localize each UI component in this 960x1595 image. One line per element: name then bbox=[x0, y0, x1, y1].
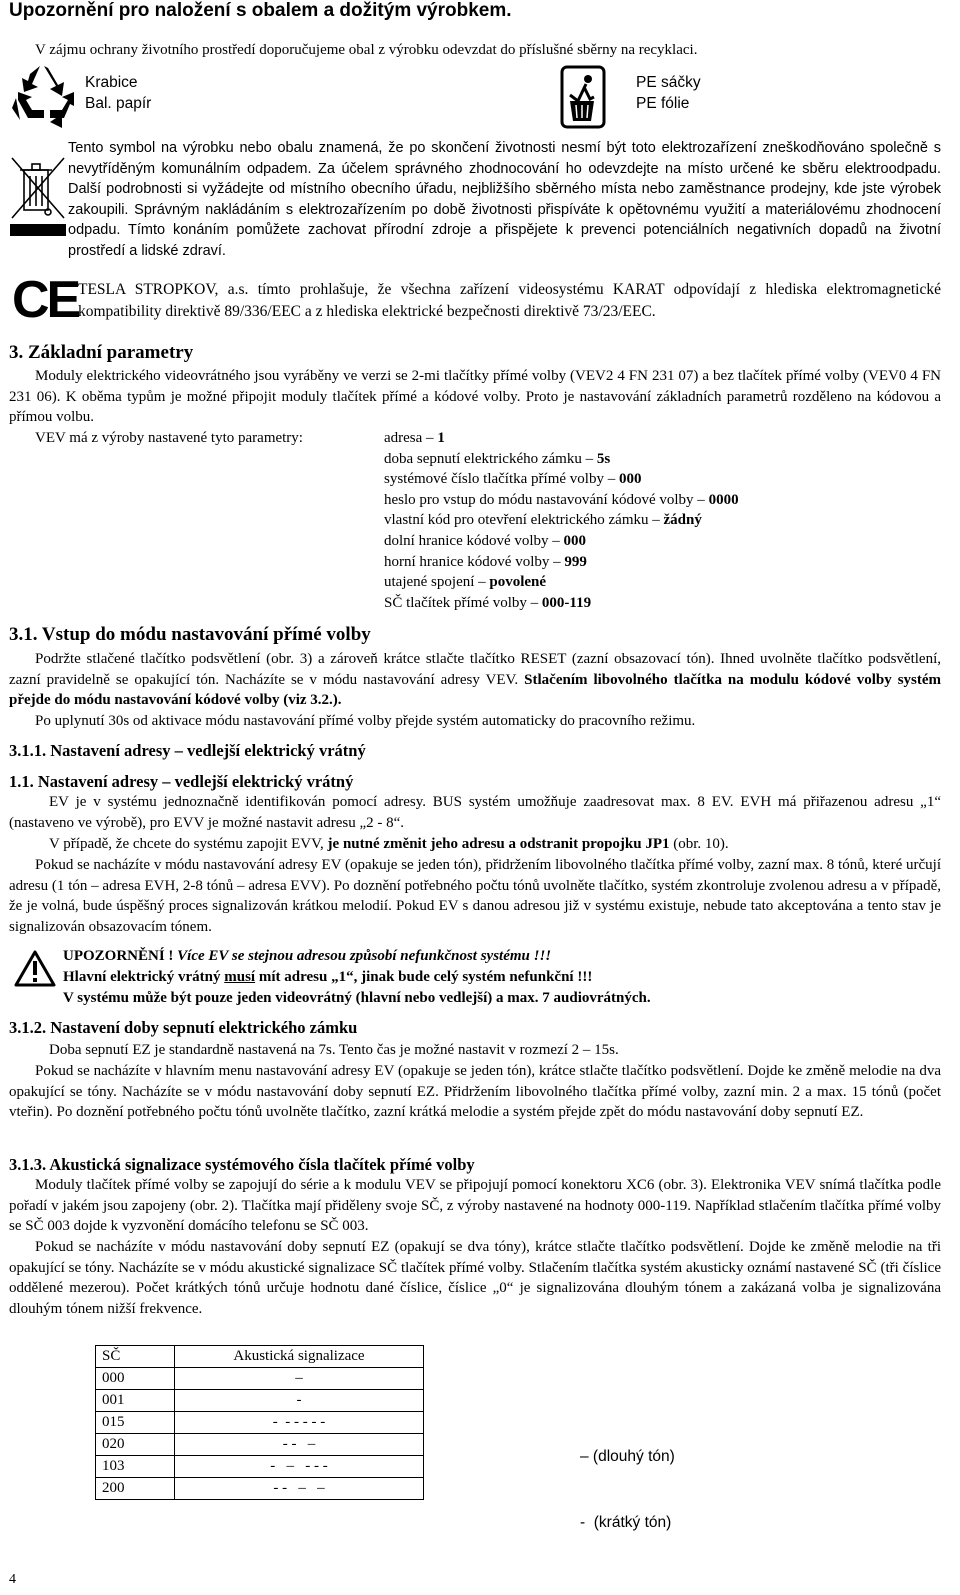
s313-p2: Pokud se nacházíte v módu nastavování doby sepnutí EZ (opakují se dva tóny), krátce stlačte tlačítko podsvětlení. Dojde ke změně melodie na tři opakující se tóny. Nacházíte se v módu akustické signalizace SČ tlačítek přímé volby. Stlačením tlačítka systém akusticky oznámí nastavené SČ (tři číslice oddělené mezerou). Počet krátkých tónů určuje hodnotu dané číslice, číslice „0“ je signalizována dlouhým tónem a zakázaná volba je signalizována dlouhým tónem nižší frekvence. bbox=[9, 1239, 941, 1318]
table-row: 200 - - – – bbox=[96, 1478, 424, 1500]
param-item: utajené spojení – povolené bbox=[384, 574, 547, 591]
recycle-right-labels bbox=[636, 72, 701, 114]
s311-heading: 3.1.1. Nastavení adresy – vedlejší elektrický vrátný bbox=[9, 741, 366, 760]
s313-p1: Moduly tlačítek přímé volby se zapojují do série a k modulu VEV se připojují pomocí konektoru XC6 (obr. 3). Elektronika VEV snímá tlačítka podle pořadí v jakém jsou zapojeny (obr. 2). Tlačítka mají přiděleny svoje SČ, z výroby nastavené na hodnoty 000-119. Například stlačením tlačítka přímé volby se SČ 003 dojde k vyzvonění domácího telefonu se SČ 003. bbox=[9, 1177, 941, 1235]
table-row: 015 - - - - - - bbox=[96, 1412, 424, 1434]
s11-heading: 1.1. Nastavení adresy – vedlejší elektrický vrátný bbox=[9, 772, 354, 791]
signal-table bbox=[95, 1345, 424, 1500]
table-row: 103 - – - - - bbox=[96, 1456, 424, 1478]
param-item: horní hranice kódové volby – 999 bbox=[384, 553, 587, 570]
s313-heading: 3.1.3. Akustická signalizace systémového čísla tlačítek přímé volby bbox=[9, 1155, 475, 1174]
table-row: 000 – bbox=[96, 1368, 424, 1390]
recycle-icon bbox=[10, 62, 78, 130]
weee-p3: Další podrobnosti si vyžádejte od místního obecního úřadu, nejbližšího sběrného místa nebo zaměstnance prodejny, kde jste výrobek zakoupili. bbox=[68, 181, 941, 218]
param-item: systémové číslo tlačítka přímé volby – 000 bbox=[384, 471, 642, 488]
table-row: 020 - - – bbox=[96, 1434, 424, 1456]
table-row: 001 - bbox=[96, 1390, 424, 1412]
param-item: vlastní kód pro otevření elektrického zámku – žádný bbox=[384, 512, 702, 529]
legend-long: – (dlouhý tón) bbox=[580, 1448, 675, 1465]
recycle-intro: V zájmu ochrany životního prostředí doporučujeme obal z výrobku odevzdat do příslušné sběrny na recyklaci. bbox=[35, 42, 698, 58]
weee-p4: Správným nakládáním s elektrozařízením po době životnosti přispíváte k opětovnému využití a materiálovému zhodnocení odpadu. bbox=[68, 201, 942, 238]
recycle-left-labels bbox=[85, 72, 151, 114]
s312-p1: Doba sepnutí EZ je standardně nastavená na 7s. Tento čas je možné nastavit v rozmezí 2 – 15s. bbox=[49, 1042, 619, 1058]
weee-notice bbox=[68, 138, 941, 261]
s312-heading: 3.1.2. Nastavení doby sepnutí elektrického zámku bbox=[9, 1018, 358, 1037]
s312-p2: Pokud se nacházíte v hlavním menu nastavování adresy EV (opakuje se jeden tón), krátce stlačte tlačítko podsvětlení. Dojde ke změně melodie na dva opakující se tóny. Nacházíte se v módu nastavování doby sepnutí EZ. Přidržením libovolného tlačítka přímé volby, zazní min. 2 a max. 15 tónů (počet vteřin). Po doznění potřebného počtu tónů uvolněte tlačítko, zazní krátká melodie a systém přejde zpět do módu nastavování doby sepnutí EZ. bbox=[9, 1063, 941, 1121]
ce-mark: CE bbox=[12, 271, 79, 329]
table-header-sc: SČ bbox=[96, 1346, 175, 1368]
params-label: VEV má z výroby nastavené tyto parametry: bbox=[35, 430, 303, 446]
weee-p1: Tento symbol na výrobku nebo obalu znamená, že po skončení životnosti nesmí být toto elektrozařízení zneškodňováno společně s nevytříděným komunálním odpadem. bbox=[68, 140, 941, 177]
param-item: dolní hranice kódové volby – 000 bbox=[384, 532, 587, 549]
table-header-signal: Akustická signalizace bbox=[175, 1346, 424, 1368]
section3-intro: Moduly elektrického videovrátného jsou vyráběny ve verzi se 2-mi tlačítky přímé volby (VEV2 4 FN 231 07) a bez tlačítek přímé volby (VEV0 4 FN 231 06). K oběma typům je možné připojit moduly tlačítek přímé a kódové volby. Proto je nastavování základních parametrů rozděleno na kódovou a přímou volbu. bbox=[9, 368, 941, 426]
table-header-row bbox=[96, 1346, 424, 1368]
s31-heading: 3.1. Vstup do módu nastavování přímé volby bbox=[9, 624, 371, 645]
page-title: Upozornění pro naložení s obalem a dožitým výrobkem. bbox=[9, 0, 512, 21]
s31-text2: Po uplynutí 30s od aktivace módu nastavování přímé volby přejde systém automaticky do pracovního režimu. bbox=[35, 713, 696, 729]
page-number: 4 bbox=[9, 1572, 16, 1587]
warning-line-3: V systému může být pouze jeden videovrátný (hlavní nebo vedlejší) a max. 7 audiovrátných. bbox=[63, 990, 651, 1006]
weee-p2: Za účelem správného zhodnocování ho odevzdejte na místo určené ke sběru elektroodpadu. bbox=[318, 160, 941, 177]
signal-legend bbox=[580, 1402, 675, 1556]
legend-short: - (krátký tón) bbox=[580, 1514, 672, 1531]
weee-p5: Tímto konáním pomůžete zachovat přírodní zdroje a přispějete k prevenci potenciálních negativních dopadů na životní prostředí a lidské zdraví. bbox=[68, 222, 941, 259]
s311-p3: Pokud se nacházíte v módu nastavování adresy EV (opakuje se jeden tón), přidržením libovolného tlačítka přímé volby, zazní max. 8 tónů, které určují adresu (1 tón – adresa EVH, 2-8 tónů – adresa EVV). Po doznění potřebného počtu tónů uvolněte tlačítko, systém zkontroluje zvolenou adresu a v případě, že je volná, bude úspěšný proces signalizován krátkou melodií. Pokud EV s danou adresou již v systému existuje, nebude tato akceptována a tento stav je signalizován obsazovacím tónem. bbox=[9, 857, 941, 936]
label-pe-sacky: PE sáčky bbox=[636, 74, 701, 91]
warning-icon bbox=[14, 950, 56, 988]
label-pe-folie: PE fólie bbox=[636, 95, 690, 112]
param-item: adresa – 1 bbox=[384, 430, 445, 446]
crossed-bin-icon bbox=[6, 150, 70, 242]
warning-line-2: Hlavní elektrický vrátný musí mít adresu „1“, jinak bude celý systém nefunkční !!! bbox=[63, 969, 593, 985]
warning-line-1: UPOZORNĚNÍ ! Více EV se stejnou adresou způsobí nefunkčnost systému !!! bbox=[63, 948, 552, 964]
label-krabice: Krabice bbox=[85, 74, 138, 91]
params-list bbox=[384, 428, 739, 613]
s31-text: Podržte stlačené tlačítko podsvětlení (obr. 3) a zároveň krátce stlačte tlačítko RESET (zazní obsazovací tón). Ihned uvolněte tlačítko podsvětlení, zazní pravidelně se opakující tón. Nacházíte se v módu nastavování adresy VEV. Stlačením libovolného tlačítka na modulu kódové volby systém přejde do módu nastavování kódové volby (viz 3.2.). bbox=[9, 651, 942, 709]
param-item: SČ tlačítek přímé volby – 000-119 bbox=[384, 594, 592, 611]
litter-bin-icon bbox=[560, 65, 606, 129]
param-item: doba sepnutí elektrického zámku – 5s bbox=[384, 450, 611, 467]
s311-p2: V případě, že chcete do systému zapojit EVV, je nutné změnit jeho adresu a odstranit propojku JP1 (obr. 10). bbox=[49, 836, 729, 852]
ce-declaration: TESLA STROPKOV, a.s. tímto prohlašuje, že všechna zařízení videosystému KARAT odpovídají z hlediska elektromagnetické kompatibility direktivě 89/336/EEC a z hlediska elektrické bezpečnosti direktivě 73/23/EEC. bbox=[78, 281, 941, 320]
label-bal-papir: Bal. papír bbox=[85, 95, 152, 112]
s311-p1: EV je v systému jednoznačně identifikován pomocí adresy. BUS systém umožňuje zaadresovat max. 8 EV. EVH má přiřazenou adresu „1“ (nastaveno ve výrobě), pro EVV je možné nastavit adresu „2 - 8“. bbox=[9, 794, 941, 831]
warning-text bbox=[63, 946, 651, 1009]
section3-heading: 3. Základní parametry bbox=[9, 342, 194, 363]
param-item: heslo pro vstup do módu nastavování kódové volby – 0000 bbox=[384, 491, 739, 508]
